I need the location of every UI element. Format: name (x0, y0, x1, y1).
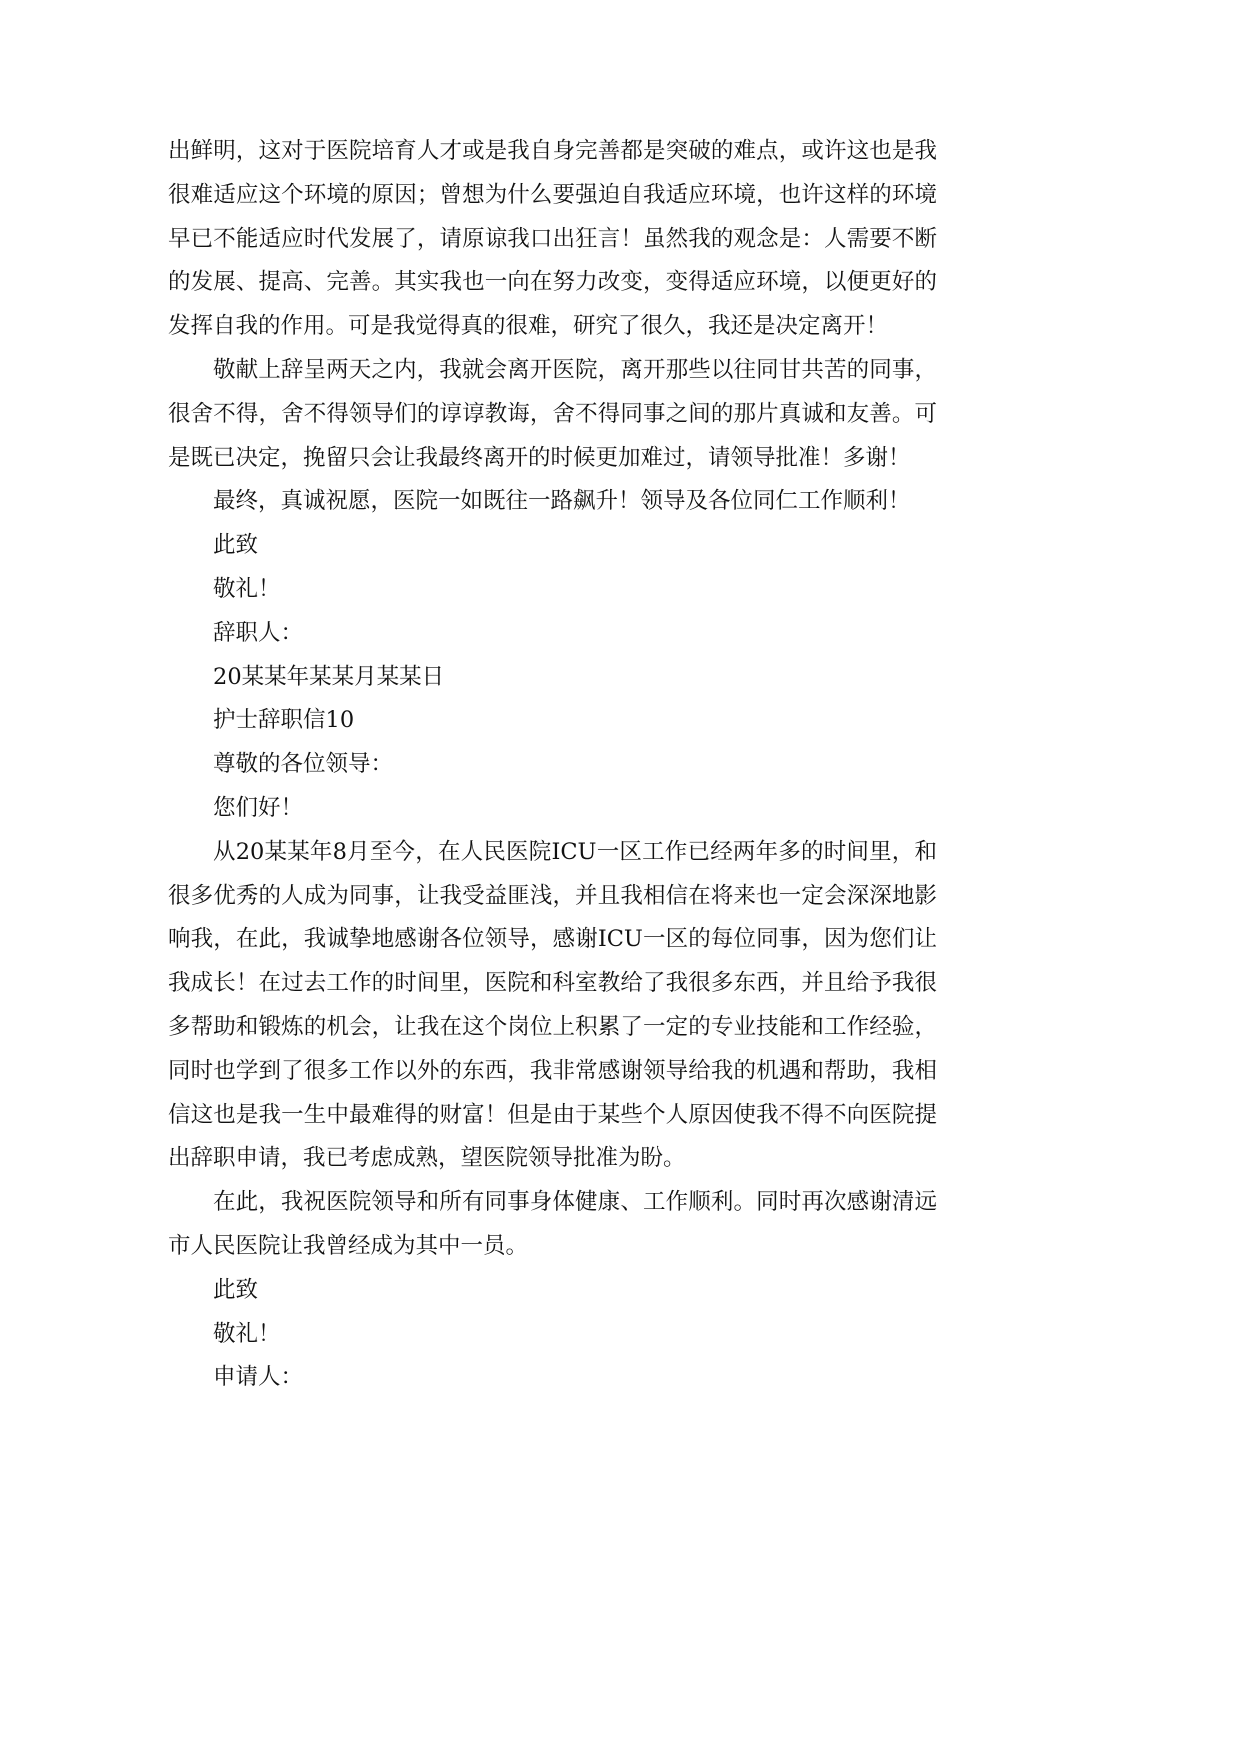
text-line: 很舍不得，舍不得领导们的谆谆教诲，舍不得同事之间的那片真诚和友善。可 (168, 400, 937, 427)
paragraph (168, 1181, 937, 1269)
text-line: 多帮助和锻炼的机会，让我在这个岗位上积累了一定的专业技能和工作经验， (168, 1013, 937, 1040)
text-line: 早已不能适应时代发展了，请原谅我口出狂言！虽然我的观念是：人需要不断 (168, 225, 937, 252)
text-line: 申请人： (213, 1364, 304, 1391)
paragraph (168, 480, 937, 524)
text-line: 很多优秀的人成为同事，让我受益匪浅，并且我相信在将来也一定会深深地影 (168, 882, 937, 909)
text-line: 出辞职申请，我已考虑成熟，望医院领导批准为盼。 (168, 1145, 686, 1172)
text-line: 同时也学到了很多工作以外的东西，我非常感谢领导给我的机遇和帮助，我相 (168, 1057, 937, 1084)
section-title (168, 699, 937, 743)
text-line: 出鲜明，这对于医院培育人才或是我自身完善都是突破的难点，或许这也是我 (168, 138, 937, 164)
text-line: 是既已决定，挽留只会让我最终离开的时候更加难过，请领导批准！多谢！ (168, 444, 911, 471)
document-body (168, 130, 937, 1400)
signature-date (168, 656, 937, 700)
text-line: 此致 (213, 532, 259, 559)
text-line: 敬礼！ (213, 1320, 281, 1347)
text-line: 市人民医院让我曾经成为其中一员。 (168, 1232, 529, 1259)
paragraph (168, 349, 937, 480)
text-line: 此致 (213, 1276, 259, 1303)
closing-regards (168, 568, 937, 612)
text-line: 20某某年某某月某某日 (213, 663, 445, 690)
text-line: 辞职人： (213, 619, 304, 646)
text-line: 在此，我祝医院领导和所有同事身体健康、工作顺利。同时再次感谢清远 (213, 1189, 937, 1216)
text-line: 很难适应这个环境的原因；曾想为什么要强迫自我适应环境，也许这样的环境 (168, 181, 937, 208)
text-line: 您们好！ (213, 794, 304, 821)
closing-salutation (168, 1269, 937, 1313)
text-line: 敬献上辞呈两天之内，我就会离开医院，离开那些以往同甘共苦的同事， (213, 356, 937, 383)
signature-label (168, 1356, 937, 1400)
paragraph-continuation (168, 130, 937, 349)
closing-salutation (168, 524, 937, 568)
text-line: 从20某某年8月至今，在人民医院ICU一区工作已经两年多的时间里，和 (213, 838, 937, 865)
text-line: 护士辞职信10 (213, 707, 355, 734)
text-line: 最终，真诚祝愿，医院一如既往一路飙升！领导及各位同仁工作顺利！ (213, 488, 911, 515)
paragraph (168, 831, 937, 1181)
signature-label (168, 612, 937, 656)
text-line: 发挥自我的作用。可是我觉得真的很难，研究了很久，我还是决定离开！ (168, 313, 889, 340)
greeting-hello (168, 787, 937, 831)
text-line: 尊敬的各位领导： (213, 751, 394, 778)
closing-regards (168, 1313, 937, 1357)
greeting (168, 743, 937, 787)
text-line: 我成长！在过去工作的时间里，医院和科室教给了我很多东西，并且给予我很 (168, 970, 937, 997)
text-line: 的发展、提高、完善。其实我也一向在努力改变，变得适应环境，以便更好的 (168, 269, 937, 296)
text-line: 响我，在此，我诚挚地感谢各位领导，感谢ICU一区的每位同事，因为您们让 (168, 926, 937, 953)
text-line: 信这也是我一生中最难得的财富！但是由于某些个人原因使我不得不向医院提 (168, 1101, 937, 1128)
text-line: 敬礼！ (213, 575, 281, 602)
